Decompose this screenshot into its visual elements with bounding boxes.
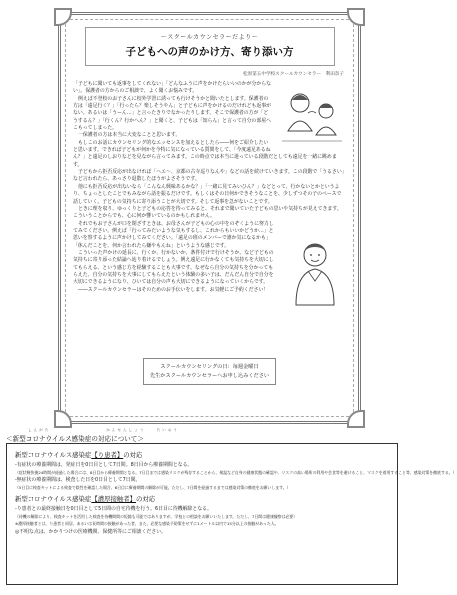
patient-line: -無症状の療養期間は、検査した日を0日目として7日間。: [15, 476, 141, 483]
contact-heading: 新型コロナウイルス感染症【濃厚接触者】の対応: [15, 495, 156, 504]
newsletter-author: 松原第五中学校スクールカウンセラー 利田奈子: [243, 72, 344, 77]
frame-corner-ornament: [347, 8, 365, 26]
parent-child-illustration: [278, 85, 346, 147]
contact-line: ◎不明な点は、かかりつけの医療機関、保健所等にご相談ください。: [15, 528, 166, 535]
newsletter-title: 子どもへの声のかけ方、寄り添い方: [125, 46, 294, 58]
newsletter-body: [73, 81, 346, 294]
patient-line: （5日目に検査キットによる検査で陰性を確認した場合、6日目に療養期間の解除が可能。ただし、7日間を経過するまでは感染対策の徹底をお願いします。）: [15, 485, 291, 491]
counselor-illustration: [284, 235, 346, 313]
counseling-apply-text: 先生かスクールカウンセラーへお申し込みください: [149, 372, 270, 379]
contact-line: -り患者との最終接触日を0日目として5日間の自宅待機を行う。6日目に待機解除となる。: [15, 505, 212, 512]
paragraph: 子どもから拒否反応が出なければ「ヘエ～、京都の古寺巡りなんや」などの話を続けていきます。この段階で「うるさい」など言われたら、あっさり退散したほうがよさそうです。: [73, 169, 345, 183]
frame-corner-ornament: [54, 8, 72, 26]
counseling-schedule-box: [143, 358, 276, 385]
paragraph: 一保護者の方は本当に大変なことと思います。: [78, 132, 181, 139]
contact-line: （待機の解除により、検査キットを活用した検査を待機期間の短縮も可能ではありますが、学校との相談をお願いいたします。ただし、7日間は健康観察は必要）: [15, 514, 298, 520]
frame-corner-ornament: [347, 410, 365, 428]
newsletter-title-box: [85, 27, 335, 66]
patient-heading: 新型コロナウイルス感染症【り患者】の対応: [15, 451, 143, 459]
newsletter-subtitle: ～スクールカウンセラーだより～: [160, 34, 259, 41]
paragraph: もしこのお話にカウンセリング的なエッセンスを加えるとしたら――何をご紹介したいと思います。できれば子どもが何かを今特に気になっている質問をして、「今度遠足あるねん？」と遠足のしおりなどを見ながら言ってみます。この時点では本当に迷っている段階だとしても遠足を一緒に眺めます。: [73, 139, 337, 168]
heading-text: ＜新型コロナウイルス感染症の対応について＞: [6, 435, 144, 443]
patient-heading-mark: 【り患者】: [91, 451, 124, 459]
patient-line: -有症状の療養期間は、発症日を0日目として7日間。8日目から療養期間となる。: [15, 461, 193, 468]
covid-section-heading: [6, 428, 179, 443]
paragraph: 例えば不登校のお子さんに校外学習に誘っても行けそうかと聞いたとします。保護者の方は「遠足行く？」「行ったら？楽しそうやん」と子どもに声をかけるのだけれども返事がない。あるいは「うーん…」と言ったきりでなかったりします。そこで保護者の方が「どうするん？」「行くん？行かへん？」と聞くと、子どもは「知らん」と言って自分の部屋へこもってしまった。: [73, 95, 272, 132]
paragraph: 他にも拒否反応が出ないなら「こんなん興味あるかな？」「一緒に見てみいひん？」などとって、行かないとかというより、ちょっとしたことでもみながら話を振るだけです。もしくはその日何かできそうなことを、少しずつその子のペースで話していく。子どもの気持ちに寄り添うことが大切です。そして返事を急がないことです。: [73, 183, 342, 205]
contact-line: ※濃厚接触者とは、り患者と同居、あるいは長時間の接触があった者、また、必要な感染予防策をせずに1メートル以内で15分以上の接触があった人。: [15, 521, 279, 527]
paragraph: 「子どもに聞いても返事をしてくれない」「どんなふうに声をかけたらいいのかが分からない」。保護者の方からのご相談で、よく聞くお悩みです。: [73, 81, 272, 95]
frame-corner-ornament: [54, 410, 72, 428]
heading-ruby: しんがた かんせんしょう たいおう: [28, 428, 180, 432]
paragraph: ――スクールカウンセラーはそのためのお手伝いをします。お気軽にご予約ください！: [78, 286, 269, 293]
covid-info-box: [6, 443, 457, 585]
patient-line: （症状軽快後24時間が経過した場合には、8日目から療養期間となる。7日目までは感染リスクが残存することから、検温など自身の健康状態の確認や、リスクの高い場所の利用や会食等を避けること、マスクを着用すること等、感染対策を徹底する。）: [15, 469, 457, 475]
paragraph: ときに理を収り、ゆっくりと子どもの応答を待ってみると、それまで聞いていた子どもの思いや気持ちが見えてきます。こういうことからでも、心に何か響いているのかもしれません。: [73, 205, 342, 220]
counseling-day-text: スクールカウンセリングの日：毎週金曜日: [160, 364, 259, 370]
newsletter-frame: [58, 12, 361, 424]
paragraph: それでもお子さんが口を閉ざすときは、お母さんが子どもの心の中をのぞくように努力してみてください。例えば「行ってみたいような気もするし、これからもいいかどうか…」と思いを察するように声かけしてみてください。「遠足の班のメンバーで誰か気になるかも」「休んだことを、何か言われたら嫌やもんね」というような感じです。: [73, 220, 274, 249]
contact-heading-mark: 【濃厚接触者】: [91, 495, 137, 504]
paragraph: こういった声かけの延長に、行くか、行かないか、条件付けで行けそうか、など子どもの気持ちに寄り添った結論へ辿り着けるでしょう。例え遠足に行かなくても気持ちを大切にしてもらえる、という感じ方を経験することも大事です。なぜなら自分の気持ちを分かってもらえた、自分の気持ちを大事にしてもらえたという体験の多い子は、だんだん自分で自分を大切にできるようになり、ひいては自分の声も大切にできるようになっていくからです。: [73, 249, 274, 286]
